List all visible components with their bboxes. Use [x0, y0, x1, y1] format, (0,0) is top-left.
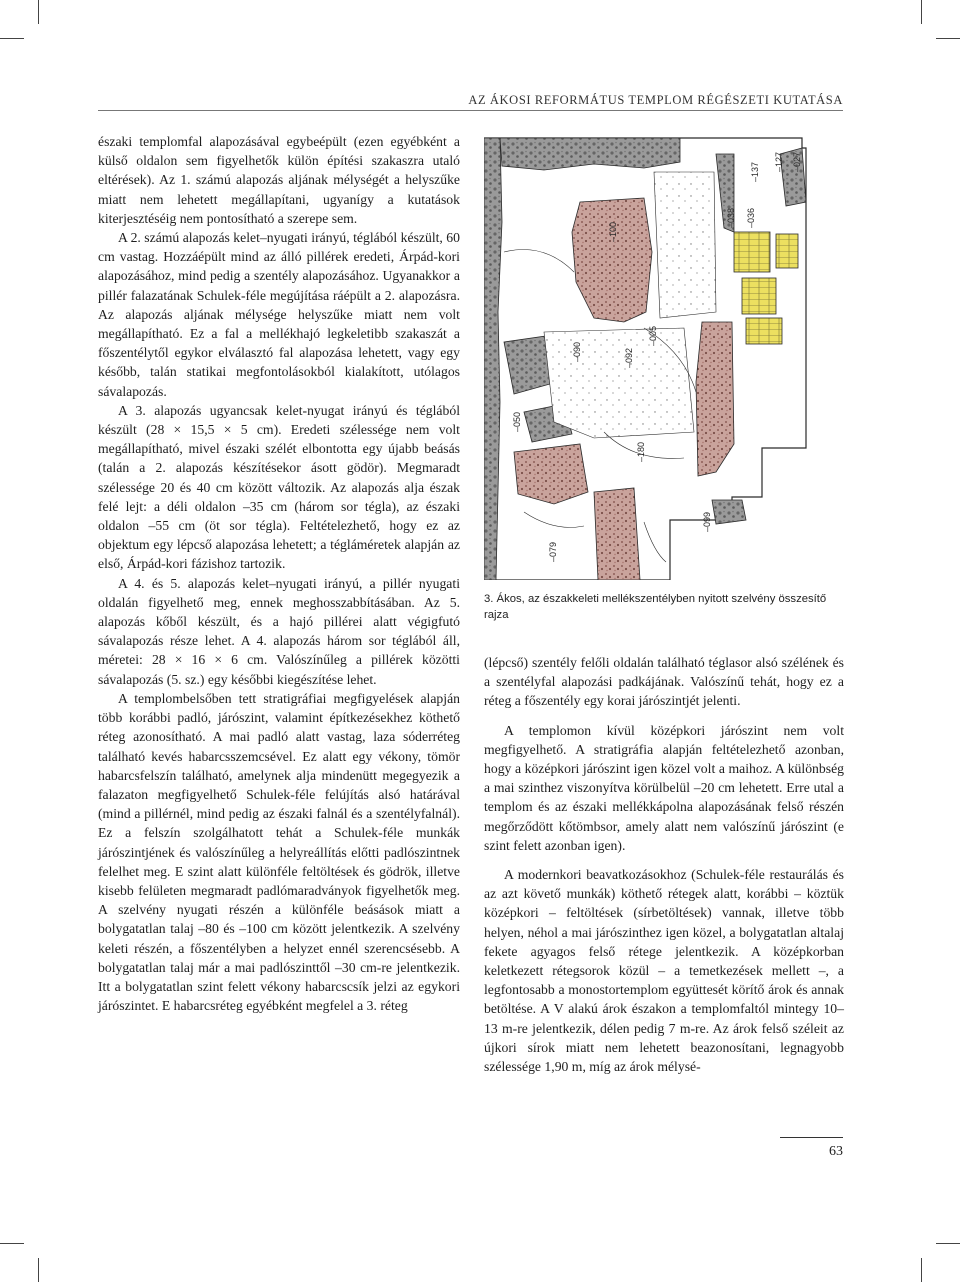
paragraph: A templomon kívül középkori járószint nem volt megfigyelhető. A stratigráfia alapján feltételezhető azonban, hogy a középkori járószint igen közel volt a maihoz. A különbség a mai szinthez viszonyítva körülbelül –20 cm lehetett. Erre utal a templom és az északi mellékkápolna alapozásának felső részén megőrződött kőtömbsor, amely alatt nem valószínű járószint (e szint felett azonban igen). — [484, 722, 844, 853]
paragraph: A modernkori beavatkozásokhoz (Schulek-féle restaurálás és az azt követő munkák) köthető rétegek alatt, korábbi – köztük középkori – feltöltések (sírbetöltések) vannak, illetve több helyen, néhol a mai járószinthez igen közel, a bolygatatlan altalaj fekete agyagos felső rétege jelentkezik. A középkorban keletkezett rétegsorok közül – a temetkezések mellett –, a legfontosabb a monostortemplom együttesét körítő árok és annak betöltése. A V alakú árok északon a templomfaltól mintegy 10–13 m-re jelentkezik, délen pedig 7 m-re. Az árok felső széleit az újkori sírok miatt nem lehetett beazonosítani, legnagyobb szélessége 1,90 m, míg az árok mélysé- — [484, 867, 844, 1075]
paragraph: A templombelsőben tett stratigráfiai megfigyelések alapján több korábbi padló, járószint, valamint építkezésekhez köthető réteg azonosítható. A mai padló alatt vastag, laza sóderréteg található kevés habarcsszemcsével. Ez alatt egy vékony, tömör habarcsfelszín található, amelynek alja mindenütt megegyezik a falazaton megfigyelhető Schulek-féle felújítás alsó határával (mind a pillérnél, mind pedig az északi falnál és a szentélyfalnál). Ez a felszín szolgálhatott tehát a Schulek-féle munkák járószintjének és valószínűleg a helyreállítás előtti padlószintnek felelhet meg. E szint alatt különféle feltöltések és gödrök, illetve kisebb felületen megmaradt padlómaradványok figyelhetők meg. A szelvény nyugati részén a különféle beásások miatt a bolygatatlan talaj –80 és –100 cm között jelentkezik. A szelvény keleti részén, a főszentélyben a helyzet ennél szerencsésebb. A bolygatatlan talaj már a mai padlószinttől –30 cm-re jelentkezik. Itt a bolygatatlan szint felett vékony habarcscsík jelzi az egykori járószintet. E habarcsréteg egyébként megfelel a 3. réteg — [98, 690, 460, 1014]
excavation-plan-drawing — [484, 132, 844, 580]
crop-mark — [936, 38, 960, 39]
level-label: –100 — [608, 221, 618, 242]
right-column — [484, 653, 844, 1076]
crop-mark — [0, 38, 24, 39]
crop-mark — [0, 1243, 24, 1244]
level-label: –036 — [746, 207, 756, 228]
figure-caption: 3. Ákos, az északkeleti mellékszentélyben nyitott szelvény összesítő rajza — [484, 593, 827, 621]
paragraph: A 2. számú alapozás kelet–nyugati irányú, téglából készült, 60 cm vastag. Hozzáépült mind az álló pillérek eredeti, Árpád-kori alapozásához, mind pedig a szentély alapozásához. Ugyanakkor a pillér falazatának Schulek-féle megújítása ráépült a 2. alapozásra. Az alapozás aljának mélysége helyszűke miatt nem volt megállapítható. Ez a fal a mellékhajó legkeletibb szakaszát a főszentélytől egykor elválasztó fal alapozása lehetett, vagy egy később, talán statikai megfontolásokból kialakított, utólagos sávalapozás. — [98, 230, 460, 399]
page-number: 63 — [829, 1144, 843, 1159]
excavation-plan-figure — [484, 132, 844, 580]
level-label: –137 — [750, 161, 760, 182]
paragraph: (lépcső) szentély felőli oldalán található téglasor alsó szélének és a szentélyfal alapozási padkájának. Valószínű tehát, hogy ez a réteg a főszentély egy korai járószintjét jelenti. — [484, 655, 844, 709]
level-label: –092 — [624, 347, 634, 368]
crop-mark — [921, 1258, 922, 1282]
running-head: AZ ÁKOSI REFORMÁTUS TEMPLOM RÉGÉSZETI KUTATÁSA — [468, 93, 843, 107]
crop-mark — [38, 0, 39, 24]
crop-mark — [38, 1258, 39, 1282]
level-label: –180 — [636, 441, 646, 462]
level-label: –050 — [512, 411, 522, 432]
level-label: –038 — [726, 207, 736, 228]
level-label: –127 — [774, 151, 784, 172]
header-rule — [98, 110, 843, 111]
left-column — [98, 132, 460, 1015]
level-label: –099 — [702, 511, 712, 532]
level-label: –079 — [548, 541, 558, 562]
level-label: –090 — [572, 341, 582, 362]
paragraph: északi templomfal alapozásával egybeépült (ezen egyébként a külső oldalon sem figyelhetők külön építési szakaszra utaló eltérések). Az 1. számú alapozás aljának mélységét a helyszűke miatt nem lehetett megállapítani, ugyanígy a kutatások kiterjesztéséig nem pontosítható a szerepe sem. — [98, 134, 460, 226]
level-label: –005 — [648, 325, 658, 346]
crop-mark — [936, 1243, 960, 1244]
crop-mark — [921, 0, 922, 24]
folio-rule — [780, 1137, 843, 1138]
paragraph: A 3. alapozás ugyancsak kelet-nyugat irányú és téglából készült (28 × 15,5 × 5 cm). Eredeti szélessége nem volt megállapítható, mivel északi szélét elbontotta egy újabb beásás (talán a 2. alapozás készítésekor ásott gödör). Megmaradt szélessége 20 és 40 cm között változik. Az alapozás alja észak felé lejt: a déli oldalon –35 cm (három sor tégla), az északi oldalon –55 cm (öt sor tégla). Feltételezhető, hogy ez az objektum egy lépcső alapozása lehetett; a tégláméretek alapján az első, Árpád-kori fázishoz tartozik. — [98, 402, 460, 572]
paragraph: A 4. és 5. alapozás kelet–nyugati irányú, a pillér nyugati oldalán figyelhető meg, ennek meghosszabbításában. Az 5. alapozás kőből készült, és a hajó pillérei alatt végigfutó sávalapozás része lehet. A 4. alapozás három sor téglából áll, méretei: 28 × 16 × 6 cm. Valószínűleg a pillérek közötti sávalapozás (5. sz.) egy későbbi kiegészítése lehet. — [98, 575, 460, 687]
level-label: –027 — [792, 151, 802, 172]
